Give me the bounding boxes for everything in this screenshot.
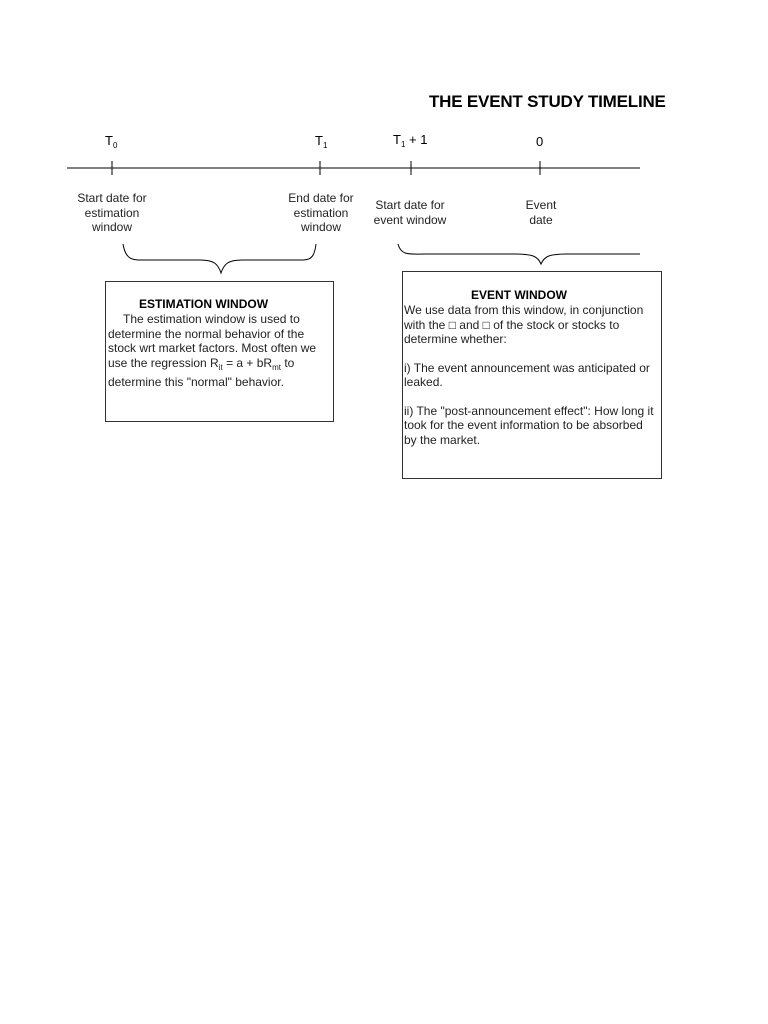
- diagram-title: THE EVENT STUDY TIMELINE: [429, 92, 666, 111]
- event-window-paragraph-3: ii) The "post-announcement effect": How long it took for the event information to be absorbed by the market.: [404, 403, 654, 447]
- event-window-title: EVENT WINDOW: [471, 288, 567, 302]
- description-end-estimation: End date for estimation window: [288, 191, 354, 234]
- estimation-window-text: The estimation window is used to determine the normal behavior of the stock wrt market factors. Most often we use the regression $R_{it} = a + bR_{mt}$ to determine this "normal" behavior.: [108, 312, 317, 389]
- description-start-estimation: Start date for estimation window: [77, 191, 147, 234]
- estimation-window-brace: [123, 244, 316, 273]
- tick-label-t1: $T_1$: [315, 133, 328, 150]
- description-start-event: Start date for event window: [373, 198, 447, 227]
- estimation-window-box: [105, 281, 334, 422]
- tick-label-t0: $T_0$: [105, 133, 118, 150]
- event-window-paragraph-1: We use data from this window, in conjunction with the □ and □ of the stock or stocks to determine whether:: [404, 303, 644, 346]
- event-window-box: [402, 271, 662, 479]
- estimation-window-title: ESTIMATION WINDOW: [138, 297, 269, 311]
- event-window-paragraph-2: i) The event announcement was anticipated or leaked.: [404, 360, 650, 389]
- description-event-date: Event date: [525, 198, 557, 227]
- event-window-text: [404, 303, 654, 447]
- tick-label-t1-plus-1: $T_1 + 1$: [393, 132, 428, 149]
- event-window-brace: [398, 244, 640, 264]
- tick-label-event-date: 0: [536, 134, 544, 149]
